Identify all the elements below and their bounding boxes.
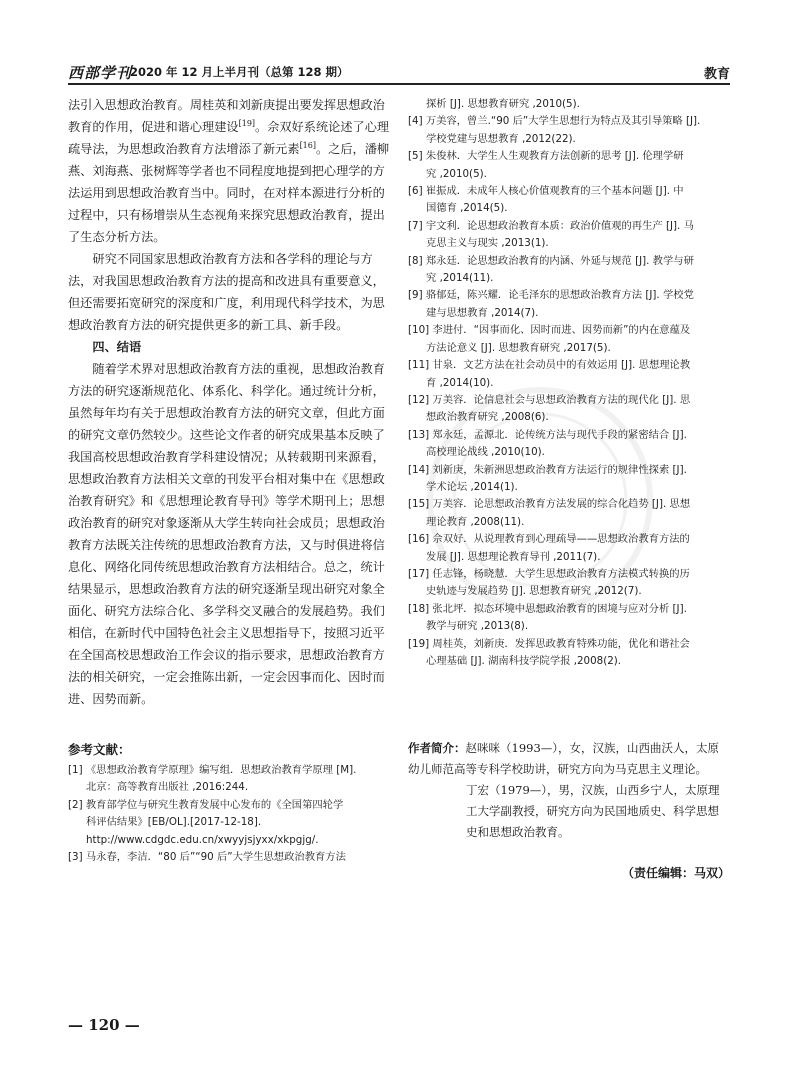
page-header (68, 60, 730, 84)
reference-continuation: 北京：高等教育出版社 ,2016:244. (86, 781, 249, 794)
author-bio-2: 丁宏（1979—），男，汉族，山西乡宁人，太原理工大学副教授，研究方向为民国地质史、科学思想史和思想政治教育。 (466, 783, 720, 839)
reference-item (408, 531, 730, 566)
reference-text: [15] 万美容．论思想政治教育方法发展的综合化趋势 [J]. 思想 (408, 498, 691, 511)
reference-item (408, 113, 730, 148)
reference-item (408, 322, 730, 357)
reference-text: [6] 崔振成．未成年人核心价值观教育的三个基本问题 [J]. 中 (408, 185, 684, 198)
reference-item (68, 797, 392, 849)
reference-text: [5] 朱俊林．大学生人生观教育方法创新的思考 [J]. 伦理学研 (408, 150, 684, 163)
reference-item (408, 96, 730, 113)
reference-text: [8] 郑永廷．论思想政治教育的内涵、外延与规范 [J]. 教学与研 (408, 254, 694, 267)
reference-item (408, 218, 730, 253)
reference-continuation: 发展 [J]. 思想理论教育导刊 ,2011(7). (426, 550, 601, 563)
reference-item (408, 392, 730, 427)
reference-item (408, 566, 730, 601)
reference-item (408, 636, 730, 671)
author-bio-1: 作者简介：赵咪咪（1993—），女，汉族，山西曲沃人，太原幼儿师范高等专科学校助讲，研究方向为马克思主义理论。 (408, 741, 720, 776)
reference-text: [17] 任志锋，杨晓慧．大学生思想政治教育方法模式转换的历 (408, 567, 690, 580)
section-heading: 四、结语 (92, 340, 142, 354)
reference-item (408, 462, 730, 497)
reference-text: [7] 宇文利．论思想政治教育本质：政治价值观的再生产 [J]. 马 (408, 219, 694, 232)
reference-text: [4] 万美容，曾兰.“90 后”大学生思想行为特点及其引导策略 [J]. (408, 115, 701, 128)
reference-continuation: 建与思想教育 ,2014(7). (426, 306, 539, 319)
paragraph-1: 法引入思想政治教育。周桂英和刘新庚提出要发挥思想政治教育的作用，促进和谐心理建设[19]。佘双好系统论述了心理疏导法，为思想政治教育方法增添了新元素[16]。之后，潘柳燕、刘海燕、张树辉等学者也不同程度地提到把心理学的方法运用到思想政治教育当中。同时，在对样本源进行分析的过程中，只有杨增崇从生态视角来探究思想政治教育，提出了生态分析方法。 (68, 98, 390, 244)
reference-text: [3] 马永春，李洁．“80 后”“90 后”大学生思想政治教育方法 (68, 851, 346, 864)
reference-continuation: 克思主义与现实 ,2013(1). (426, 237, 549, 250)
main-text-column (68, 94, 392, 710)
reference-text: [1] 《思想政治教育学原理》编写组．思想政治教育学原理 [M]. (68, 764, 357, 776)
references-list-left (68, 762, 392, 866)
reference-text: [16] 佘双好．从说理教育到心理疏导——思想政治教育方法的 (408, 533, 690, 546)
issue-info: 2020 年 12 月上半月刊（总第 128 期） (130, 65, 349, 79)
reference-continuation: 学校党建与思想教育 ,2012(22). (426, 132, 576, 145)
reference-item (408, 601, 730, 636)
reference-continuation: http://www.cdgdc.edu.cn/xwyyjsjyxx/xkpgjg/. (86, 833, 319, 846)
responsible-editor: （责任编辑：马双） (621, 866, 730, 880)
section-label: 教育 (703, 67, 730, 82)
reference-text: [14] 刘新庚，朱新洲思想政治教育方法运行的规律性探索 [J]. (408, 463, 687, 476)
page-number: — 120 — (68, 1016, 140, 1034)
reference-continuation: 学术论坛 ,2014(1). (426, 480, 518, 493)
reference-continuation: 探析 [J]. 思想教育研究 ,2010(5). (426, 98, 580, 110)
paragraph-3: 随着学术界对思想政治教育方法的重视，思想政治教育方法的研究逐渐规范化、体系化、科学化。通过统计分析，虽然每年均有关于思想政治教育方法的研究文章，但此方面的研究文章仍然较少。这些论文作者的研究成果基本反映了我国高校思想政治教育学科建设情况；从转载期刊来源看，思想政治教育方法相关文章的刊发平台相对集中在《思想政治教育研究》和《思想理论教育导刊》等学术期刊上；思想政治教育的研究对象逐渐从大学生转向社会成员；思想政治教育方法既关注传统的思想政治教育方法，又与时俱进将信息化、网络化同传统思想政治教育方法相结合。总之，统计结果显示，思想政治教育方法的研究逐渐呈现出研究对象全面化、研究方法综合化、多学科交叉融合的发展趋势。我们相信，在新时代中国特色社会主义思想指导下，按照习近平在全国高校思想政治工作会议的指示要求，思想政治教育方法的相关研究，一定会推陈出新，一定会因事而化、因时而进、因势而新。 (68, 362, 385, 706)
reference-continuation: 育 ,2014(10). (426, 376, 494, 389)
reference-item (68, 762, 392, 797)
reference-item (408, 427, 730, 462)
reference-continuation: 史轨迹与发展趋势 [J]. 思想教育研究 ,2012(7). (426, 585, 642, 598)
reference-continuation: 想政治教育研究 ,2008(6). (426, 411, 549, 424)
reference-continuation: 理论教育 ,2008(11). (426, 515, 525, 528)
reference-text: [9] 骆郁廷，陈兴耀．论毛泽东的思想政治教育方法 [J]. 学校党 (408, 289, 694, 302)
author-label: 作者简介： (408, 741, 466, 755)
reference-item (408, 183, 730, 218)
references-list-right (408, 96, 730, 670)
reference-item (408, 148, 730, 183)
reference-continuation: 方法论意义 [J]. 思想教育研究 ,2017(5). (426, 341, 611, 354)
reference-continuation: 心理基础 [J]. 湖南科技学院学报 ,2008(2). (426, 655, 622, 667)
reference-continuation: 高校理论战线 ,2010(10). (426, 446, 545, 459)
reference-item (408, 287, 730, 322)
reference-text: [19] 周桂英，刘新庚．发挥思政教育特殊功能，优化和谐社会 (408, 637, 690, 650)
author-info (408, 738, 730, 843)
reference-item (68, 849, 392, 866)
reference-text: [11] 甘泉．文艺方法在社会动员中的有效运用 [J]. 思想理论教 (408, 359, 691, 372)
reference-text: [18] 张北坪．拟态环境中思想政治教育的困境与应对分析 [J]. (408, 602, 687, 615)
reference-item (408, 253, 730, 288)
reference-continuation: 究 ,2014(11). (426, 272, 494, 285)
reference-item (408, 496, 730, 531)
references-heading: 参考文献： (68, 742, 131, 757)
reference-text: [13] 郑永廷，孟源北．论传统方法与现代手段的紧密结合 [J]. (408, 428, 687, 441)
reference-text: [12] 万美容．论信息社会与思想政治教育方法的现代化 [J]. 思 (408, 393, 691, 406)
reference-continuation: 教学与研究 ,2013(8). (426, 620, 529, 633)
reference-continuation: 国德育 ,2014(5). (426, 202, 508, 215)
paragraph-2: 研究不同国家思想政治教育方法和各学科的理论与方法，对我国思想政治教育方法的提高和改进具有重要意义，但还需要拓宽研究的深度和广度，利用现代科学技术，为思想政治教育方法的研究提供更多的新工具、新手段。 (68, 252, 385, 332)
reference-continuation: 科评估结果》[EB/OL].[2017-12-18]. (86, 816, 262, 829)
header-rule (68, 83, 730, 85)
reference-item (408, 357, 730, 392)
reference-text: [10] 李进付．“因事而化、因时而进、因势而新”的内在意蕴及 (408, 324, 691, 337)
reference-continuation: 究 ,2010(5). (426, 167, 487, 180)
reference-text: [2] 教育部学位与研究生教育发展中心发布的《全国第四轮学 (68, 798, 344, 811)
journal-logo: 西部学刊 (68, 64, 133, 82)
